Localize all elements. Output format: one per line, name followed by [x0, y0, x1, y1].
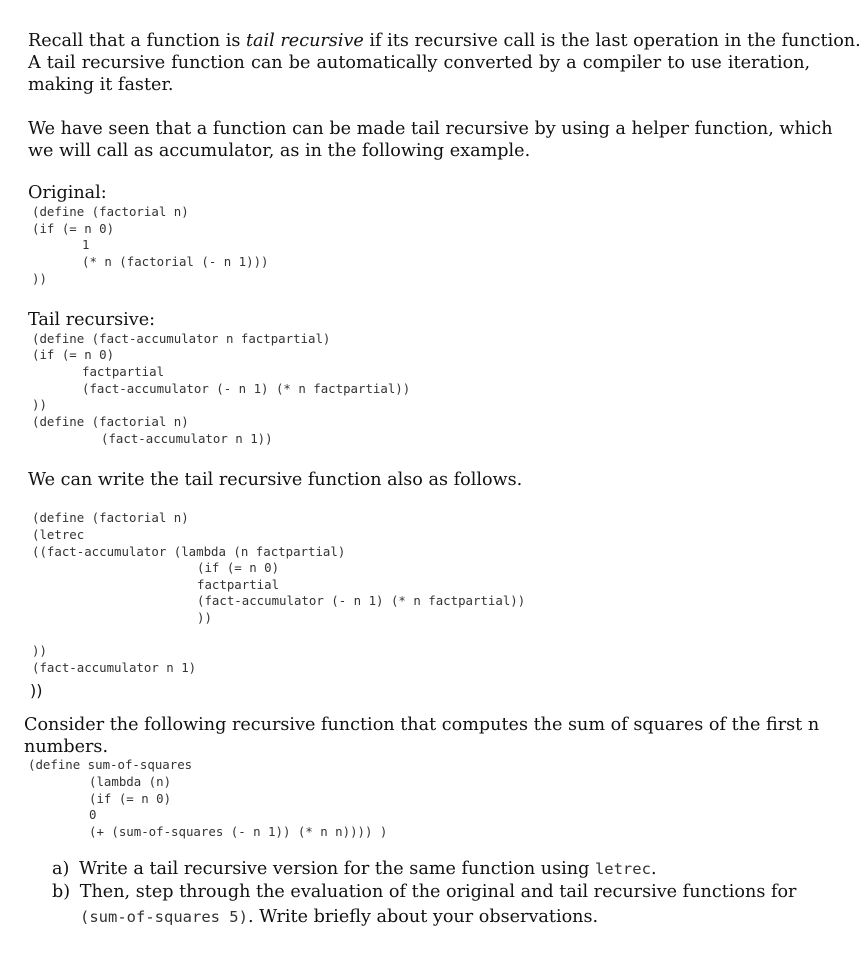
intro-p1-line3: making it faster. — [28, 75, 174, 95]
intro-p1-line1: Recall that a function is tail recursive if its recursive call is the last operation in the function. — [28, 31, 861, 51]
letrec-code-line-10: )) — [30, 681, 43, 700]
consider-paragraph — [24, 714, 819, 758]
original-heading: Original: — [28, 183, 107, 203]
task-a-text: Write a tail recursive version for the same function using — [78, 859, 595, 879]
task-a: a) Write a tail recursive version for the same function using letrec. — [52, 859, 657, 879]
original-code-line-3: 1 — [82, 237, 90, 252]
sum-code-line-1: (define sum-of-squares — [28, 757, 193, 772]
task-b-line1: Then, step through the evaluation of the original and tail recursive functions for — [79, 882, 797, 902]
intro-paragraph-1 — [28, 30, 861, 96]
sum-code-line-2: (lambda (n) — [89, 774, 172, 789]
tail-code-line-5: )) — [32, 397, 47, 412]
sum-code-line-4: 0 — [89, 807, 97, 822]
consider-line2: numbers. — [24, 737, 109, 757]
letrec-code-line-3: ((fact-accumulator (lambda (n factpartial) — [32, 544, 346, 559]
task-a-label: a) — [52, 859, 70, 879]
original-code-line-5: )) — [32, 271, 47, 286]
tail-code-line-4: (fact-accumulator (- n 1) (* n factpartial)) — [82, 381, 411, 396]
tail-recursive-heading: Tail recursive: — [28, 310, 156, 330]
task-a-code: letrec — [594, 860, 651, 878]
consider-line1: Consider the following recursive function that computes the sum of squares of the first n — [24, 715, 820, 735]
letrec-code-line-4: (if (= n 0) — [197, 560, 280, 575]
sum-code-line-3: (if (= n 0) — [89, 791, 172, 806]
tail-recursive-term: tail recursive — [245, 31, 364, 51]
intro-p1-line2: A tail recursive function can be automatically converted by a compiler to use iteration, — [28, 53, 811, 73]
letrec-code-line-8: )) — [32, 643, 47, 658]
intro-p2-line1: We have seen that a function can be made tail recursive by using a helper function, which — [28, 119, 833, 139]
task-b-label: b) — [52, 882, 71, 902]
intro-paragraph-2 — [28, 118, 833, 162]
task-b-end: . Write briefly about your observations. — [247, 907, 599, 927]
original-code-line-1: (define (factorial n) — [32, 204, 189, 219]
task-b — [52, 881, 796, 928]
letrec-code-line-1: (define (factorial n) — [32, 510, 189, 525]
original-code-line-4: (* n (factorial (- n 1))) — [82, 254, 269, 269]
letrec-intro: We can write the tail recursive function also as follows. — [28, 470, 523, 490]
task-b-code: (sum-of-squares 5) — [80, 908, 248, 926]
letrec-code-line-6: (fact-accumulator (- n 1) (* n factpartial)) — [197, 593, 526, 608]
sum-code-line-5: (+ (sum-of-squares (- n 1)) (* n n)))) ) — [89, 824, 388, 839]
tail-code-line-7: (fact-accumulator n 1)) — [101, 431, 273, 446]
letrec-code-line-7: )) — [197, 610, 212, 625]
letrec-code-line-5: factpartial — [197, 577, 280, 592]
tail-code-line-3: factpartial — [82, 364, 165, 379]
tail-code-line-1: (define (fact-accumulator n factpartial) — [32, 331, 331, 346]
letrec-code-line-2: (letrec — [32, 527, 85, 542]
original-code-line-2: (if (= n 0) — [32, 221, 115, 236]
intro-p2-line2: we will call as accumulator, as in the following example. — [28, 141, 531, 161]
tail-code-line-6: (define (factorial n) — [32, 414, 189, 429]
tail-code-line-2: (if (= n 0) — [32, 347, 115, 362]
letrec-code-line-9: (fact-accumulator n 1) — [32, 660, 197, 675]
